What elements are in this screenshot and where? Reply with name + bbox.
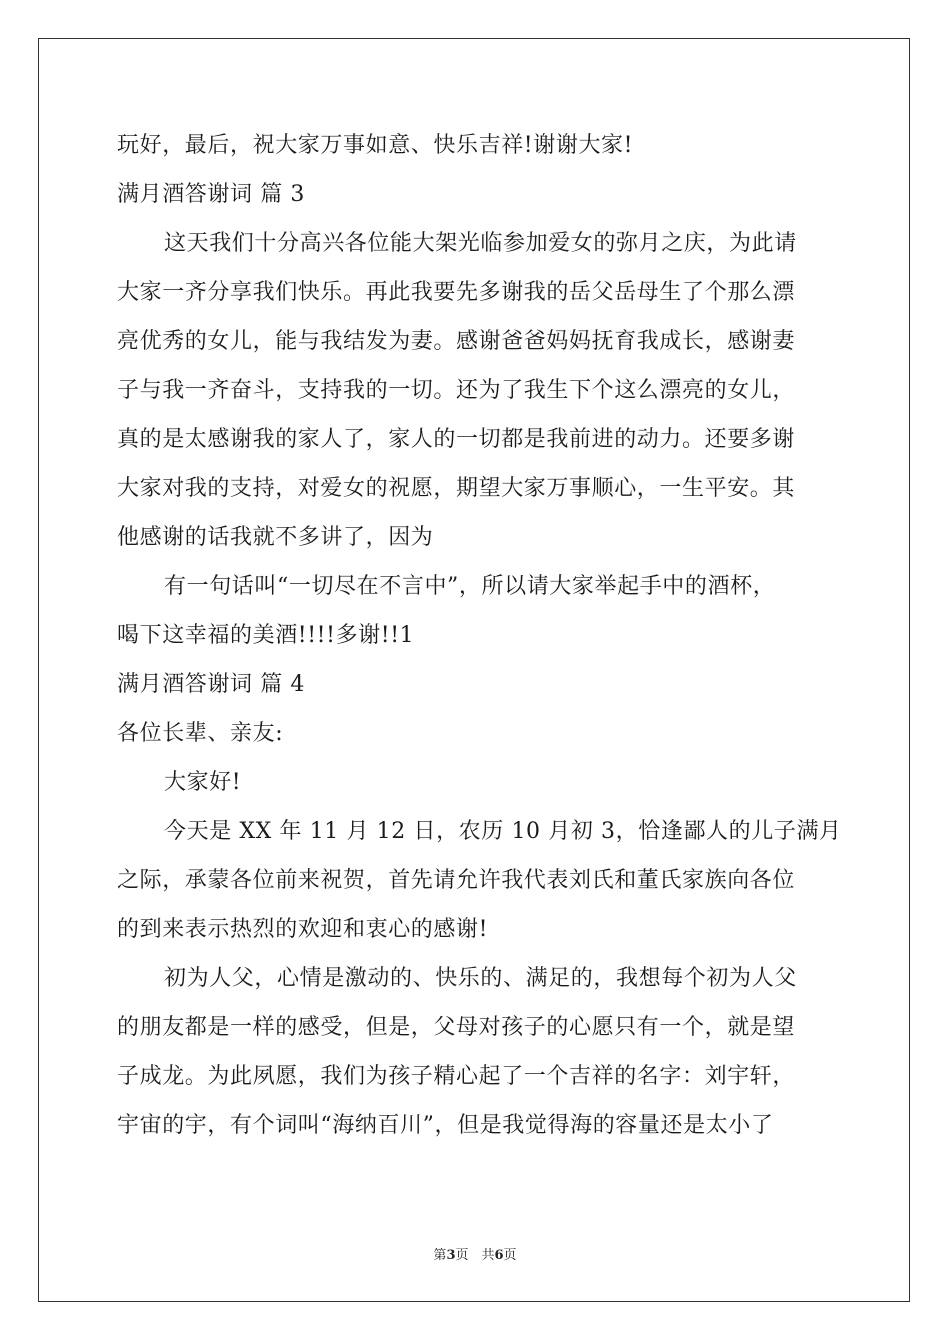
footer-prefix: 第 <box>433 1248 447 1263</box>
text-line: 有一句话叫“一切尽在不言中”，所以请大家举起手中的酒杯， <box>164 574 776 599</box>
text-line: 玩好，最后，祝大家万事如意、快乐吉祥!谢谢大家! <box>117 133 634 158</box>
text-line: 喝下这幸福的美酒!!!!多谢!!1 <box>117 623 415 648</box>
text-line: 之际，承蒙各位前来祝贺，首先请允许我代表刘氏和董氏家族向各位 <box>117 868 796 893</box>
section-heading: 满月酒答谢词 篇 3 <box>117 182 305 207</box>
text-line: 他感谢的话我就不多讲了，因为 <box>117 525 434 550</box>
text-line: 的朋友都是一样的感受，但是，父母对孩子的心愿只有一个，就是望 <box>117 1015 796 1040</box>
text-line: 真的是太感谢我的家人了，家人的一切都是我前进的动力。还要多谢 <box>117 427 796 452</box>
text-line: 大家对我的支持，对爱女的祝愿，期望大家万事顺心，一生平安。其 <box>117 476 796 501</box>
text-line: 初为人父，心情是激动的、快乐的、满足的，我想每个初为人父 <box>164 966 797 991</box>
text-line: 子成龙。为此夙愿，我们为孩子精心起了一个吉祥的名字：刘宇轩， <box>117 1064 796 1089</box>
text-line: 亮优秀的女儿，能与我结发为妻。感谢爸爸妈妈抚育我成长，感谢妻 <box>117 329 796 354</box>
text-line: 宇宙的宇，有个词叫“海纳百川”，但是我觉得海的容量还是太小了 <box>117 1113 774 1138</box>
text-line: 大家一齐分享我们快乐。再此我要先多谢我的岳父岳母生了个那么漂 <box>117 280 796 305</box>
text-line: 这天我们十分高兴各位能大架光临参加爱女的弥月之庆，为此请 <box>164 231 797 256</box>
total-pages: 6 <box>494 1248 504 1263</box>
page-footer <box>0 1248 950 1264</box>
text-line: 子与我一齐奋斗，支持我的一切。还为了我生下个这么漂亮的女儿， <box>117 378 796 403</box>
footer-mid: 页 共 <box>455 1248 495 1263</box>
text-line: 的到来表示热烈的欢迎和衷心的感谢! <box>117 917 489 942</box>
section-heading: 满月酒答谢词 篇 4 <box>117 672 305 697</box>
text-line: 今天是 XX 年 11 月 12 日，农历 10 月初 3，恰逢鄙人的儿子满月 <box>164 819 842 844</box>
page-number: 3 <box>446 1248 456 1263</box>
salutation: 各位长辈、亲友: <box>117 721 284 746</box>
greeting: 大家好! <box>164 770 242 795</box>
document-body <box>117 128 842 1157</box>
footer-suffix: 页 <box>503 1248 517 1263</box>
